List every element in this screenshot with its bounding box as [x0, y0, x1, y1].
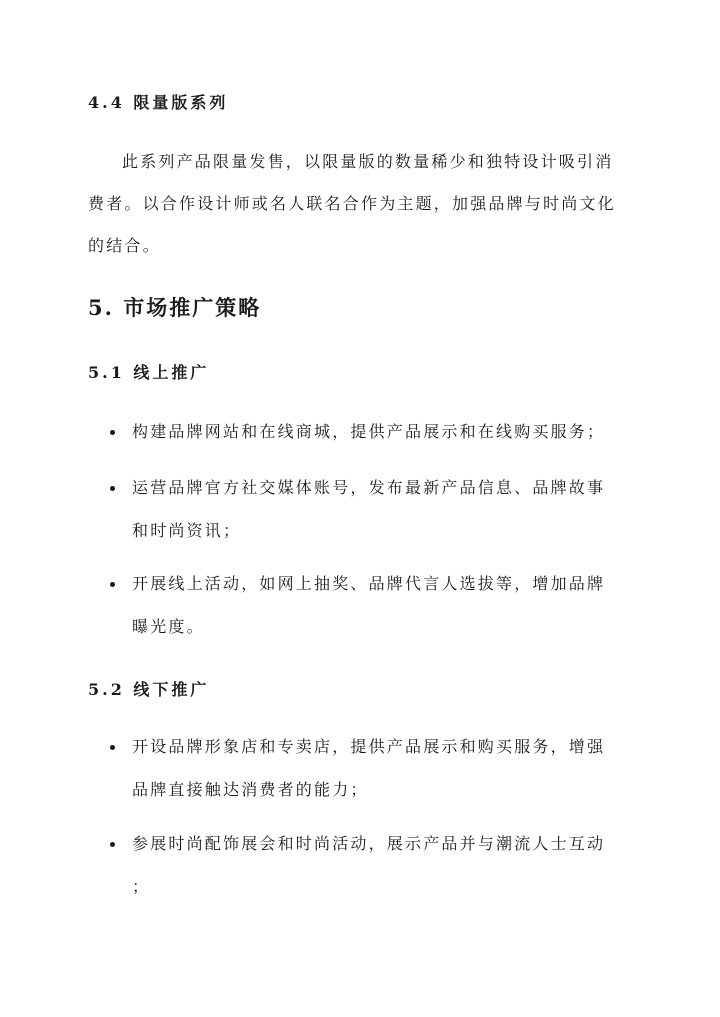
list-item-continuation: 品牌直接触达消费者的能力；: [132, 780, 369, 799]
list-item: 开展线上活动，如网上抽奖、品牌代言人选拔等，增加品牌: [132, 574, 606, 593]
bullet-point: [110, 842, 115, 847]
list-item: 运营品牌官方社交媒体账号，发布最新产品信息、品牌故事: [132, 478, 606, 497]
list-item-continuation: ；: [132, 877, 151, 896]
list-item-continuation: 曝光度。: [132, 617, 205, 636]
section-5-2-heading: 5.2 线下推广: [88, 680, 210, 699]
section-5-1-heading: 5.1 线上推广: [88, 363, 210, 382]
list-item: 开设品牌形象店和专卖店，提供产品展示和购买服务，增强: [132, 737, 606, 756]
section-4-4-heading: 4.4 限量版系列: [88, 93, 229, 112]
paragraph-line: 此系列产品限量发售，以限量版的数量稀少和独特设计吸引消: [122, 152, 614, 171]
bullet-point: [110, 745, 115, 750]
bullet-point: [110, 486, 115, 491]
paragraph-line: 费者。以合作设计师或名人联名合作为主题，加强品牌与时尚文化: [88, 194, 616, 213]
bullet-point: [110, 430, 115, 435]
section-5-heading: 5. 市场推广策略: [88, 295, 262, 320]
bullet-point: [110, 582, 115, 587]
list-item-continuation: 和时尚资讯；: [132, 521, 242, 540]
list-item: 参展时尚配饰展会和时尚活动，展示产品并与潮流人士互动: [132, 834, 606, 853]
list-item: 构建品牌网站和在线商城，提供产品展示和在线购买服务；: [132, 422, 606, 441]
paragraph-line: 的结合。: [88, 236, 161, 255]
